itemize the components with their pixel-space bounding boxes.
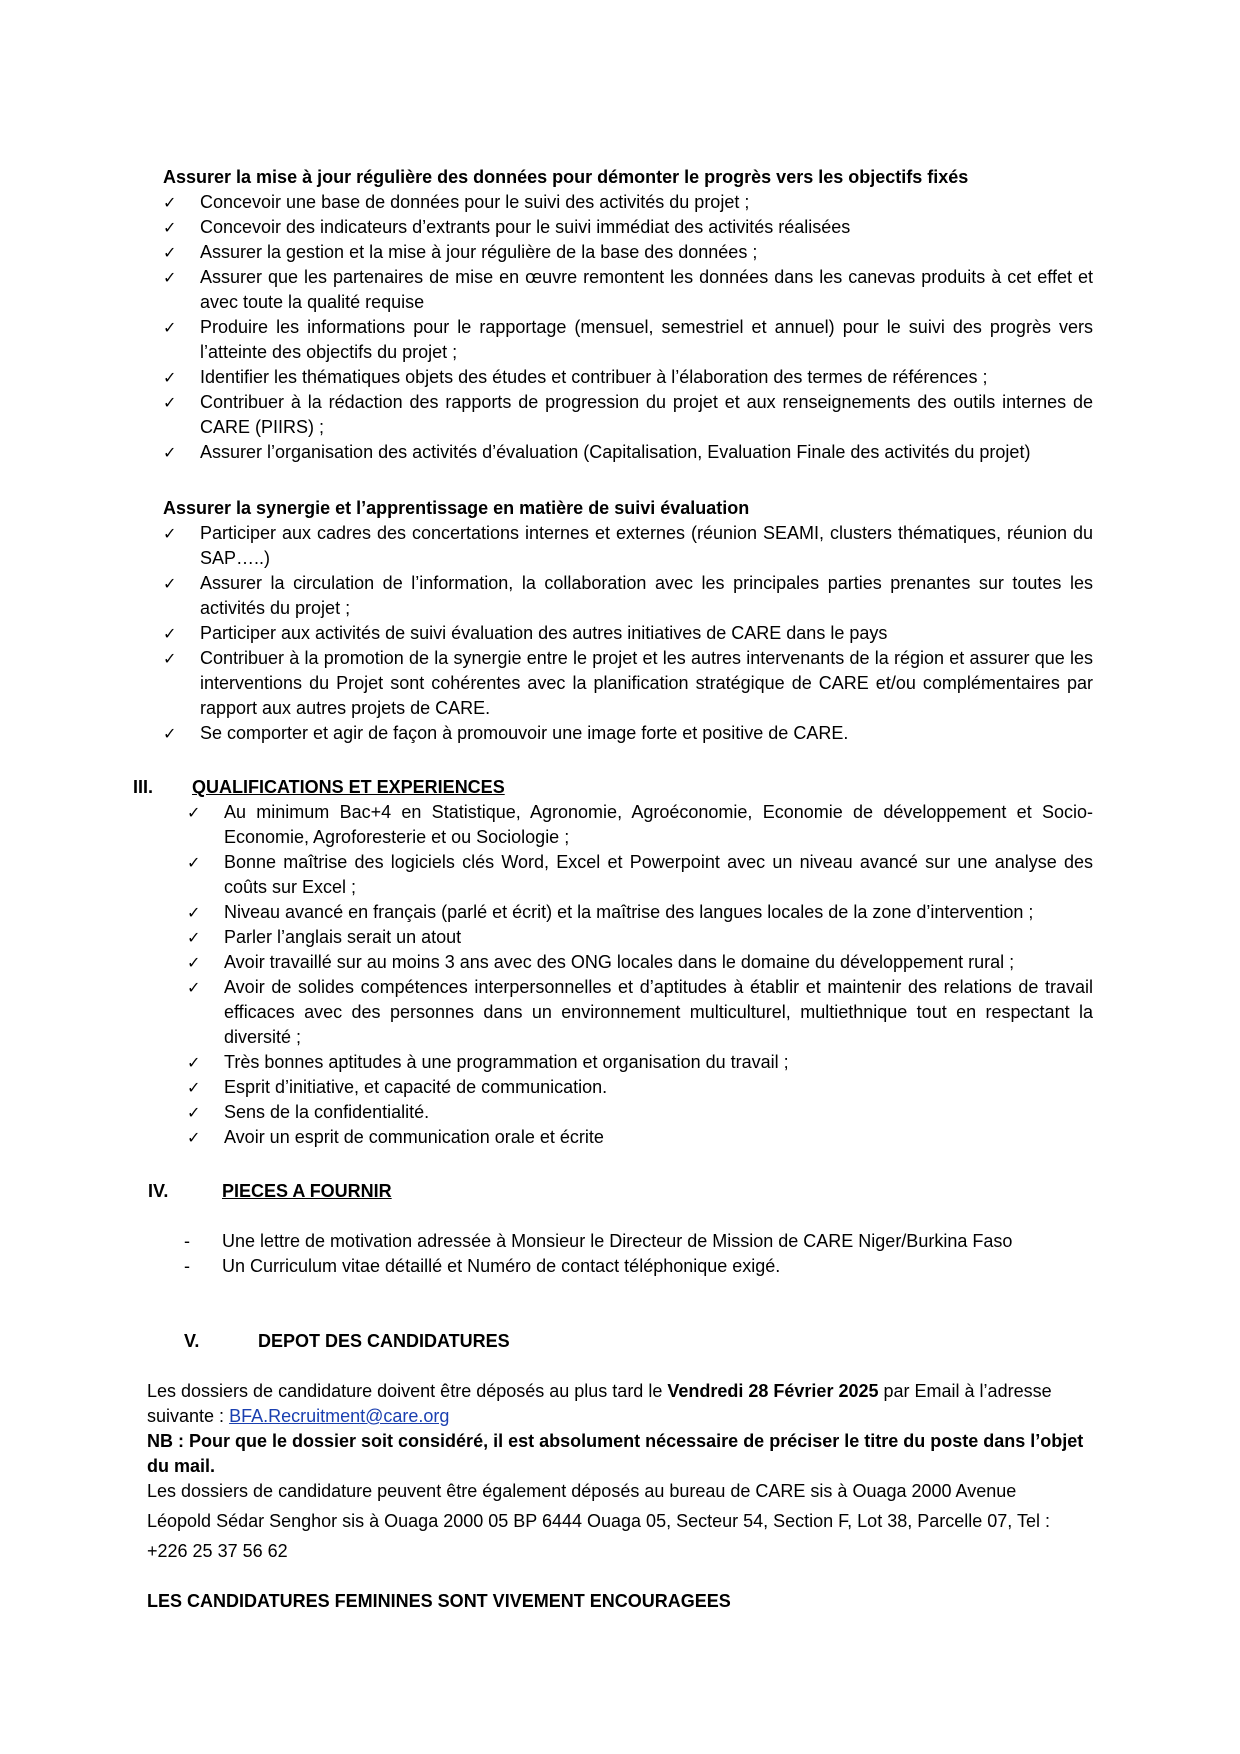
section-title-qualifications: QUALIFICATIONS ET EXPERIENCES bbox=[192, 777, 505, 797]
list-item: - Un Curriculum vitae détaillé et Numéro de contact téléphonique exigé. bbox=[184, 1254, 1104, 1279]
list-item: ✓ Assurer l’organisation des activités d’évaluation (Capitalisation, Evaluation Finale des activités du projet) bbox=[163, 440, 1093, 465]
check-icon: ✓ bbox=[163, 393, 177, 412]
list-item: ✓ Esprit d’initiative, et capacité de communication. bbox=[187, 1075, 1093, 1100]
list-item: ✓ Au minimum Bac+4 en Statistique, Agronomie, Agroéconomie, Economie de développement et Socio-Economie, Agroforesterie et ou Sociologie ; bbox=[187, 802, 1093, 847]
section-title-submission: DEPOT DES CANDIDATURES bbox=[258, 1331, 510, 1351]
check-icon: ✓ bbox=[163, 443, 177, 462]
check-icon: ✓ bbox=[163, 218, 177, 237]
check-icon: ✓ bbox=[187, 903, 201, 922]
check-icon: ✓ bbox=[163, 243, 177, 262]
list-item: ✓ Concevoir des indicateurs d’extrants pour le suivi immédiat des activités réalisées bbox=[163, 215, 1093, 240]
list-item: ✓ Se comporter et agir de façon à promouvoir une image forte et positive de CARE. bbox=[163, 721, 1093, 746]
section-number-v: V. bbox=[184, 1331, 200, 1351]
deadline-paragraph: Les dossiers de candidature doivent être déposés au plus tard le Vendredi 28 Février 2025 par Email à l’adresse suivante : BFA.Recruitment@care.org bbox=[147, 1381, 1052, 1426]
check-icon: ✓ bbox=[187, 803, 201, 822]
check-icon: ✓ bbox=[187, 953, 201, 972]
check-icon: ✓ bbox=[187, 978, 201, 997]
check-icon: ✓ bbox=[187, 1053, 201, 1072]
list-item: ✓ Identifier les thématiques objets des études et contribuer à l’élaboration des termes de références ; bbox=[163, 365, 1093, 390]
check-icon: ✓ bbox=[187, 853, 201, 872]
monitoring-list bbox=[163, 190, 1093, 465]
list-item: ✓ Assurer la gestion et la mise à jour régulière de la base des données ; bbox=[163, 240, 1093, 265]
documents-list bbox=[184, 1229, 1104, 1279]
check-icon: ✓ bbox=[163, 574, 177, 593]
check-icon: ✓ bbox=[163, 624, 177, 643]
deadline-date: Vendredi 28 Février 2025 bbox=[667, 1381, 879, 1401]
office-line-2: Léopold Sédar Senghor sis à Ouaga 2000 05 BP 6444 Ouaga 05, Secteur 54, Section F, Lot 38, Parcelle 07, Tel : bbox=[147, 1511, 1050, 1531]
section-title-documents: PIECES A FOURNIR bbox=[222, 1181, 392, 1201]
list-item: - Une lettre de motivation adressée à Monsieur le Directeur de Mission de CARE Niger/Burkina Faso bbox=[184, 1229, 1104, 1254]
list-item: ✓ Assurer que les partenaires de mise en œuvre remontent les données dans les canevas produits à cet effet et avec toute la qualité requise bbox=[163, 267, 1093, 312]
list-item: ✓ Produire les informations pour le rapportage (mensuel, semestriel et annuel) pour le suivi des progrès vers l’atteinte des objectifs du projet ; bbox=[163, 317, 1093, 362]
list-item: ✓ Avoir de solides compétences interpersonnelles et d’aptitudes à établir et maintenir des relations de travail efficaces avec des personnes dans un environnement multiculturel, multiethnique tout en respectant la diversité ; bbox=[187, 977, 1093, 1047]
list-item: ✓ Sens de la confidentialité. bbox=[187, 1100, 1093, 1125]
section-number-iii: III. bbox=[133, 777, 154, 797]
dash-bullet: - bbox=[184, 1256, 190, 1276]
office-line-1: Les dossiers de candidature peuvent être également déposés au bureau de CARE sis à Ouaga 2000 Avenue bbox=[147, 1481, 1017, 1501]
email-link[interactable]: BFA.Recruitment@care.org bbox=[229, 1406, 450, 1426]
check-icon: ✓ bbox=[163, 524, 177, 543]
qualifications-list bbox=[187, 800, 1093, 1150]
check-icon: ✓ bbox=[187, 1078, 201, 1097]
list-item: ✓ Participer aux cadres des concertations internes et externes (réunion SEAMI, clusters thématiques, réunion du SAP…..) bbox=[163, 523, 1093, 568]
list-item: ✓ Niveau avancé en français (parlé et écrit) et la maîtrise des langues locales de la zone d’intervention ; bbox=[187, 900, 1093, 925]
list-item: ✓ Avoir travaillé sur au moins 3 ans avec des ONG locales dans le domaine du développement rural ; bbox=[187, 950, 1093, 975]
synergy-list bbox=[163, 521, 1093, 746]
check-icon: ✓ bbox=[163, 724, 177, 743]
list-item: ✓ Contribuer à la promotion de la synergie entre le projet et les autres intervenants de la région et assurer que les interventions du Projet sont cohérentes avec la planification stratégique de CARE et/ou complémentaires par rapport aux autres projets de CARE. bbox=[163, 648, 1093, 718]
list-item: ✓ Contribuer à la rédaction des rapports de progression du projet et aux renseignements des outils internes de CARE (PIIRS) ; bbox=[163, 392, 1093, 437]
check-icon: ✓ bbox=[187, 1128, 201, 1147]
office-line-3: +226 25 37 56 62 bbox=[147, 1541, 288, 1561]
check-icon: ✓ bbox=[187, 1103, 201, 1122]
list-item: ✓ Participer aux activités de suivi évaluation des autres initiatives de CARE dans le pays bbox=[163, 621, 1093, 646]
check-icon: ✓ bbox=[187, 928, 201, 947]
dash-bullet: - bbox=[184, 1231, 190, 1251]
closing-statement: LES CANDIDATURES FEMININES SONT VIVEMENT ENCOURAGEES bbox=[147, 1591, 731, 1611]
list-item: ✓ Assurer la circulation de l’information, la collaboration avec les principales parties prenantes sur toutes les activités du projet ; bbox=[163, 573, 1093, 618]
synergy-heading: Assurer la synergie et l’apprentissage en matière de suivi évaluation bbox=[163, 498, 750, 518]
list-item: ✓ Très bonnes aptitudes à une programmation et organisation du travail ; bbox=[187, 1050, 1093, 1075]
monitoring-heading: Assurer la mise à jour régulière des données pour démonter le progrès vers les objectifs fixés bbox=[163, 167, 969, 187]
check-icon: ✓ bbox=[163, 368, 177, 387]
check-icon: ✓ bbox=[163, 318, 177, 337]
check-icon: ✓ bbox=[163, 649, 177, 668]
list-item: ✓ Parler l’anglais serait un atout bbox=[187, 925, 1093, 950]
list-item: ✓ Bonne maîtrise des logiciels clés Word, Excel et Powerpoint avec un niveau avancé sur une analyse des coûts sur Excel ; bbox=[187, 852, 1093, 897]
check-icon: ✓ bbox=[163, 268, 177, 287]
check-icon: ✓ bbox=[163, 193, 177, 212]
section-number-iv: IV. bbox=[148, 1181, 169, 1201]
list-item: ✓ Avoir un esprit de communication orale et écrite bbox=[187, 1125, 1093, 1150]
nb-note: NB : Pour que le dossier soit considéré, il est absolument nécessaire de préciser le titre du poste dans l’objet du mail. bbox=[147, 1431, 1084, 1476]
list-item: ✓ Concevoir une base de données pour le suivi des activités du projet ; bbox=[163, 190, 1093, 215]
